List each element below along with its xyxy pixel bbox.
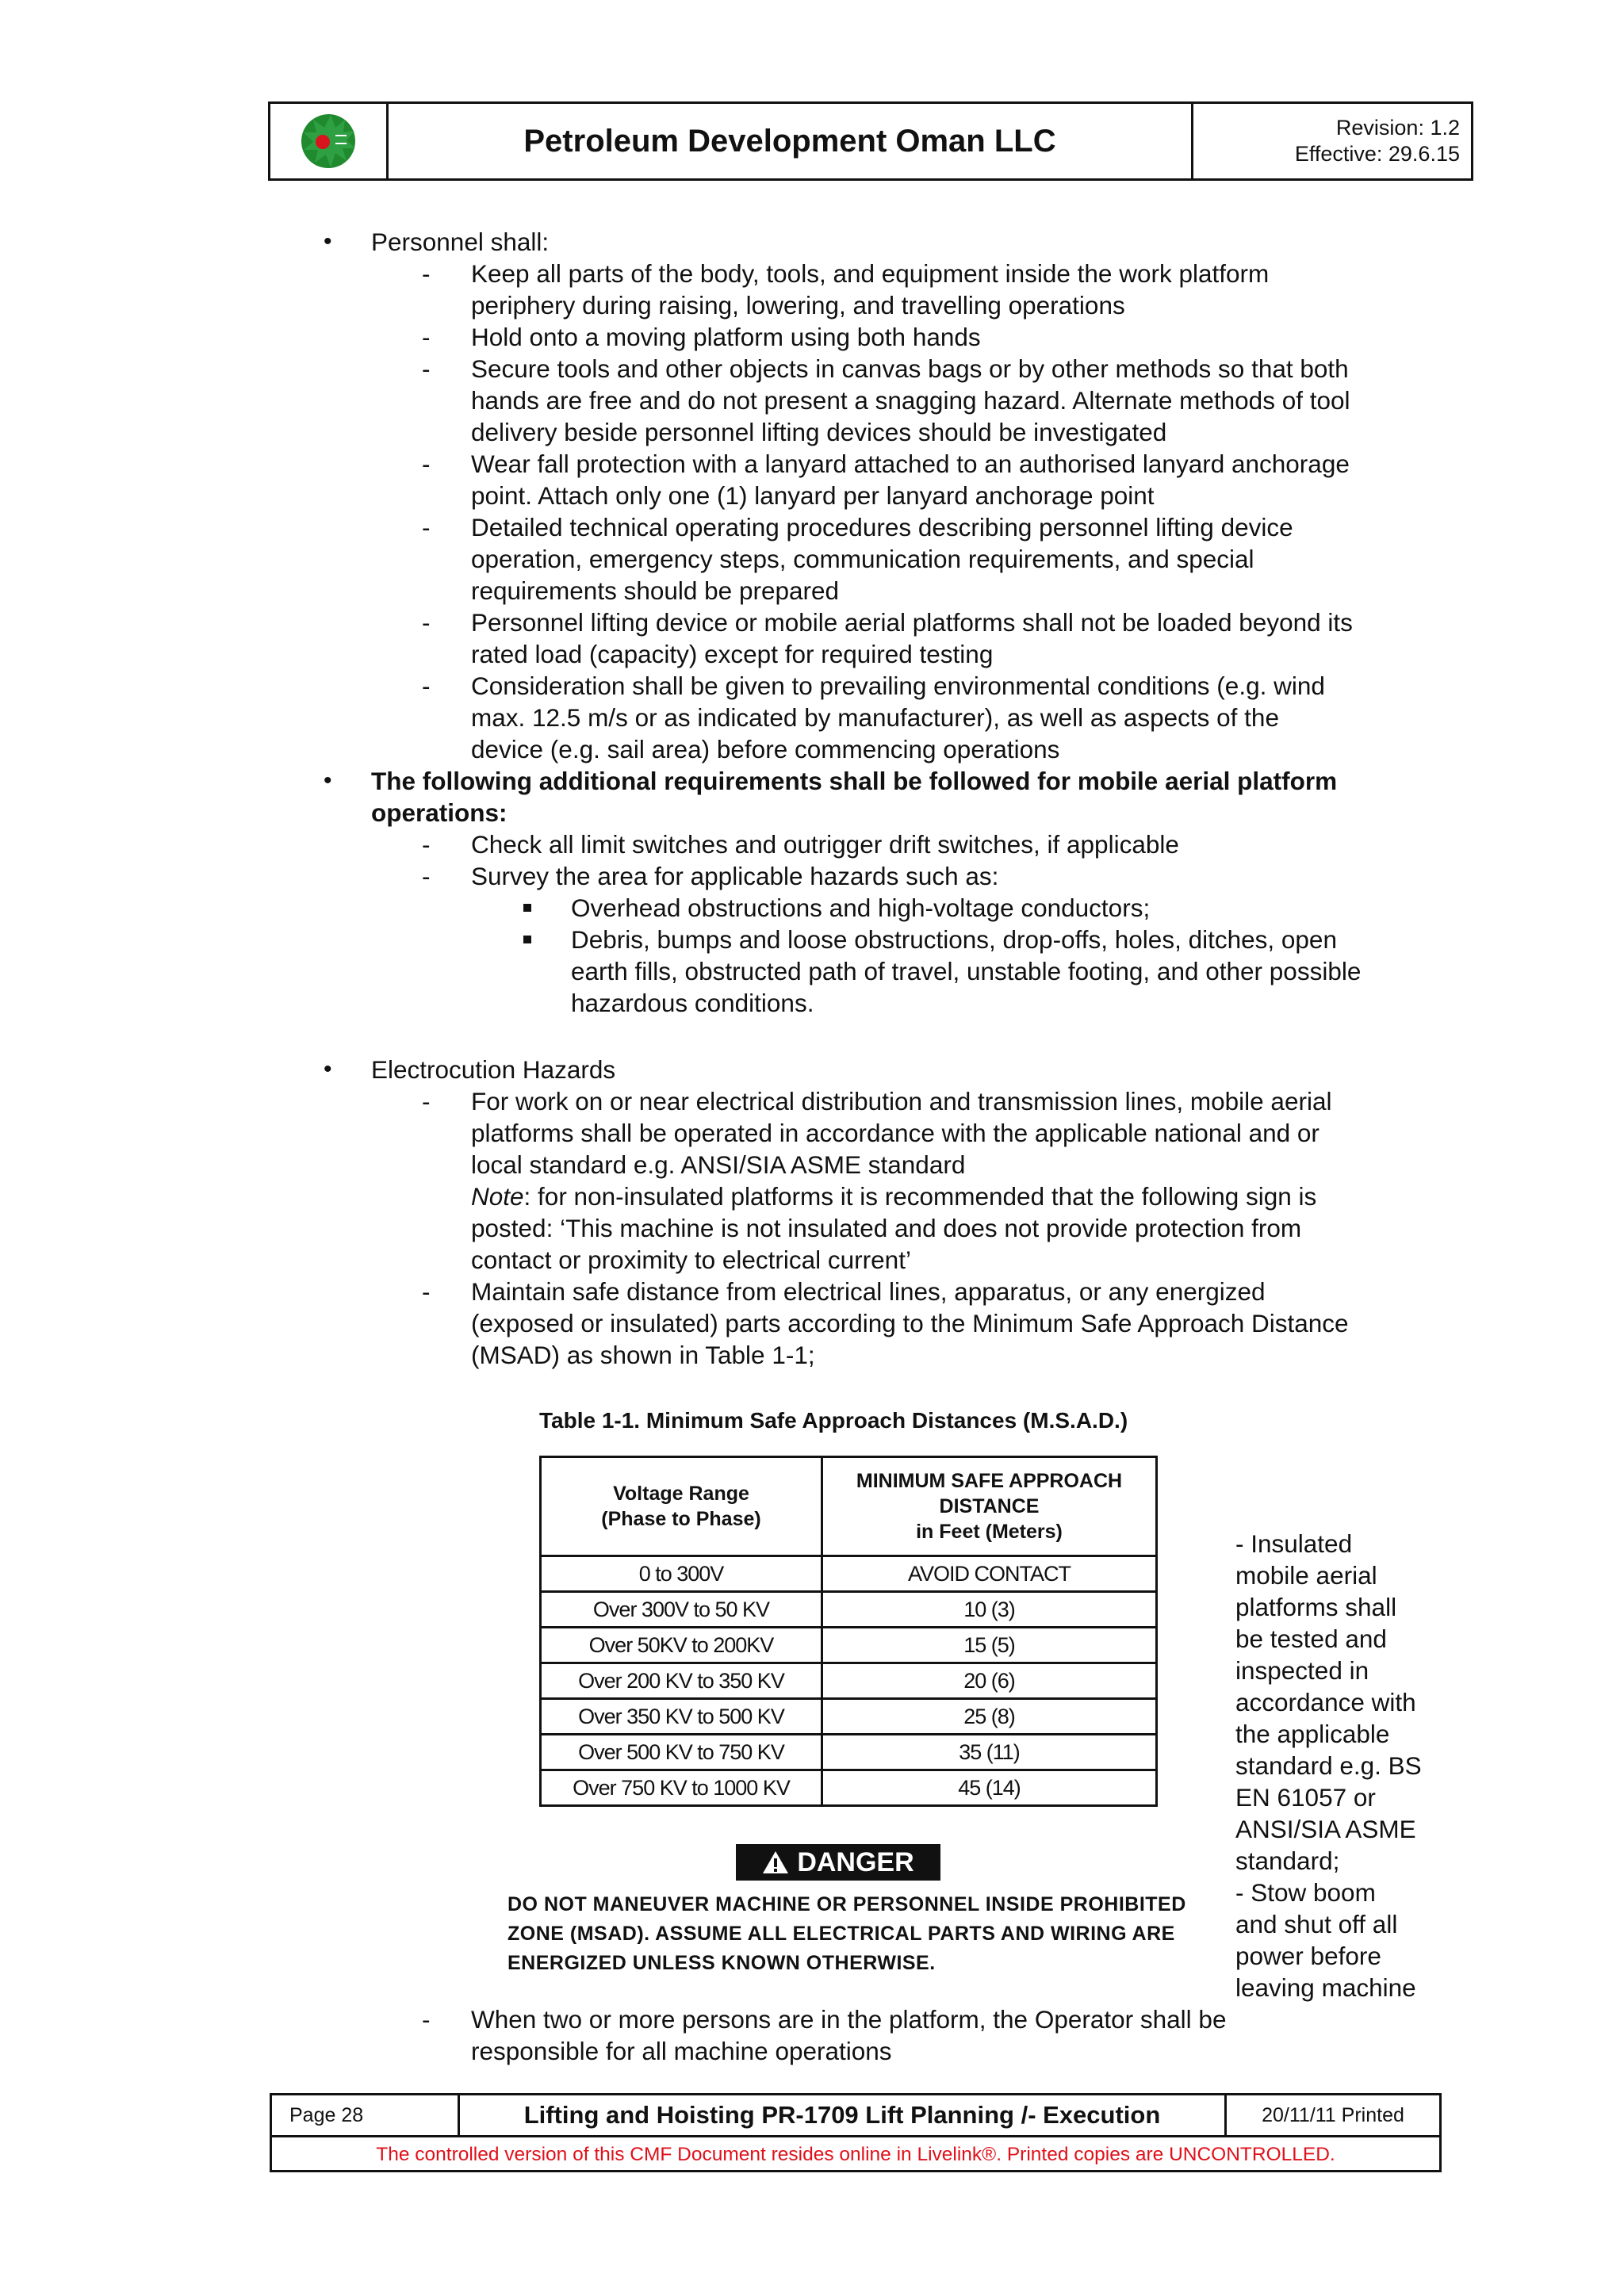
dash-marker: - — [422, 830, 431, 859]
table-cell: 0 to 300V — [541, 1556, 822, 1592]
table-cell: Over 350 KV to 500 KV — [541, 1699, 822, 1735]
sub-list-item: earth fills, obstructed path of travel, unstable footing, and other possible — [571, 957, 1362, 985]
header-line: (Phase to Phase) — [601, 1508, 761, 1530]
list-item: max. 12.5 m/s or as indicated by manufacturer), as well as aspects of the — [471, 703, 1279, 732]
sub-list-item: Overhead obstructions and high-voltage conductors; — [571, 894, 1151, 922]
header-line: MINIMUM SAFE APPROACH — [856, 1470, 1123, 1492]
table-cell: AVOID CONTACT — [822, 1556, 1157, 1592]
list-item: Survey the area for applicable hazards such as: — [471, 862, 999, 890]
logo-cell — [270, 104, 389, 178]
table-row — [541, 1699, 1157, 1735]
side-note: accordance with — [1235, 1688, 1416, 1716]
side-note: leaving machine — [1235, 1973, 1416, 2002]
list-item: local standard e.g. ANSI/SIA ASME standard — [471, 1150, 966, 1179]
list-item: (MSAD) as shown in Table 1-1; — [471, 1341, 815, 1369]
table-cell: 45 (14) — [822, 1770, 1157, 1806]
side-note: mobile aerial — [1235, 1561, 1377, 1590]
table-row — [541, 1735, 1157, 1770]
column-header-voltage — [541, 1457, 822, 1556]
list-item: Detailed technical operating procedures describing personnel lifting device — [471, 513, 1293, 541]
dash-marker: - — [422, 354, 431, 383]
note-label: Note — [471, 1182, 524, 1211]
effective-date: Effective: 29.6.15 — [1294, 142, 1460, 166]
company-name: Petroleum Development Oman LLC — [389, 104, 1193, 178]
document-header — [268, 101, 1473, 181]
dash-marker: - — [422, 2005, 431, 2034]
table-cell: 10 (3) — [822, 1592, 1157, 1628]
note-text: : for non-insulated platforms it is recommended that the following sign is — [523, 1182, 1317, 1211]
section-title-additional: The following additional requirements shall be followed for mobile aerial platform — [371, 767, 1338, 795]
danger-line: ENERGIZED UNLESS KNOWN OTHERWISE. — [508, 1952, 936, 1974]
side-note: inspected in — [1235, 1656, 1369, 1685]
warning-triangle-icon — [762, 1850, 789, 1874]
footer-info-row — [272, 2095, 1439, 2137]
table-cell: 20 (6) — [822, 1663, 1157, 1699]
table-cell: Over 50KV to 200KV — [541, 1628, 822, 1663]
table-cell: 25 (8) — [822, 1699, 1157, 1735]
list-item: When two or more persons are in the platform, the Operator shall be — [471, 2005, 1227, 2034]
list-item: Wear fall protection with a lanyard attached to an authorised lanyard anchorage — [471, 450, 1350, 478]
danger-line: DO NOT MANEUVER MACHINE OR PERSONNEL INSIDE PROHIBITED — [508, 1893, 1186, 1915]
danger-warning-text — [508, 1890, 1189, 1978]
bullet-dot: • — [324, 1056, 332, 1082]
table-cell: 15 (5) — [822, 1628, 1157, 1663]
list-item: Secure tools and other objects in canvas bags or by other methods so that both — [471, 354, 1349, 383]
dash-marker: - — [422, 1277, 431, 1306]
list-item: platforms shall be operated in accordance with the applicable national and or — [471, 1119, 1320, 1147]
list-item: requirements should be prepared — [471, 576, 840, 605]
dash-marker: - — [422, 1087, 431, 1115]
side-note: standard e.g. BS — [1235, 1751, 1422, 1780]
dash-marker: - — [422, 450, 431, 478]
side-note: EN 61057 or — [1235, 1783, 1376, 1812]
header-line: DISTANCE — [939, 1495, 1040, 1517]
column-header-distance — [822, 1457, 1157, 1556]
section-title-additional-cont: operations: — [371, 798, 508, 827]
page-number: Page 28 — [272, 2095, 460, 2135]
list-item: point. Attach only one (1) lanyard per lanyard anchorage point — [471, 481, 1155, 510]
list-item: delivery beside personnel lifting devices should be investigated — [471, 418, 1167, 446]
square-bullet — [523, 904, 531, 912]
revision-text: Revision: 1.2 — [1335, 116, 1460, 140]
list-item: Hold onto a moving platform using both hands — [471, 323, 981, 351]
dash-marker: - — [422, 862, 431, 890]
side-note: ANSI/SIA ASME — [1235, 1815, 1416, 1843]
list-item: device (e.g. sail area) before commencing operations — [471, 735, 1060, 763]
dash-marker: - — [422, 513, 431, 541]
table-row — [541, 1628, 1157, 1663]
bullet-dot: • — [324, 767, 332, 794]
danger-line: ZONE (MSAD). ASSUME ALL ELECTRICAL PARTS AND WIRING ARE — [508, 1923, 1175, 1945]
list-item: Keep all parts of the body, tools, and equipment inside the work platform — [471, 259, 1270, 288]
side-note: power before — [1235, 1942, 1381, 1970]
header-line: Voltage Range — [613, 1483, 749, 1505]
table-cell: Over 500 KV to 750 KV — [541, 1735, 822, 1770]
dash-marker: - — [422, 323, 431, 351]
side-note: - Insulated — [1235, 1529, 1353, 1558]
side-note: platforms shall — [1235, 1593, 1397, 1621]
revision-block — [1193, 104, 1471, 178]
table-row — [541, 1592, 1157, 1628]
list-item: (exposed or insulated) parts according to the Minimum Safe Approach Distance — [471, 1309, 1349, 1337]
bullet-dot: • — [324, 228, 332, 254]
print-date: 20/11/11 Printed — [1262, 2103, 1404, 2126]
table-row — [541, 1556, 1157, 1592]
sub-list-item: hazardous conditions. — [571, 989, 814, 1017]
note-line — [471, 1181, 1316, 1211]
document-footer — [270, 2093, 1442, 2172]
note-line: contact or proximity to electrical current’ — [471, 1246, 911, 1274]
footer-title: Lifting and Hoisting PR-1709 Lift Planning /- Execution — [460, 2095, 1227, 2135]
table-row — [541, 1663, 1157, 1699]
list-item: periphery during raising, lowering, and travelling operations — [471, 291, 1125, 320]
table-cell: Over 200 KV to 350 KV — [541, 1663, 822, 1699]
side-note: be tested and — [1235, 1624, 1387, 1653]
dash-marker: - — [422, 608, 431, 637]
uncontrolled-notice: The controlled version of this CMF Document resides online in Livelink®. Printed copies are UNCONTROLLED. — [376, 2144, 1335, 2165]
side-note: and shut off all — [1235, 1910, 1398, 1938]
list-item: Consideration shall be given to prevailing environmental conditions (e.g. wind — [471, 672, 1325, 700]
list-item: Maintain safe distance from electrical lines, apparatus, or any energized — [471, 1277, 1266, 1306]
msad-table — [539, 1456, 1158, 1807]
list-item: Check all limit switches and outrigger drift switches, if applicable — [471, 830, 1179, 859]
dash-marker: - — [422, 672, 431, 700]
table-header-row — [541, 1457, 1157, 1556]
list-item: rated load (capacity) except for required testing — [471, 640, 994, 668]
list-item: hands are free and do not present a snagging hazard. Alternate methods of tool — [471, 386, 1350, 415]
side-note: - Stow boom — [1235, 1878, 1376, 1907]
list-item: responsible for all machine operations — [471, 2037, 892, 2065]
pdo-logo-icon — [299, 112, 358, 170]
square-bullet — [523, 936, 531, 943]
table-cell: Over 750 KV to 1000 KV — [541, 1770, 822, 1806]
table-cell: Over 300V to 50 KV — [541, 1592, 822, 1628]
list-item: operation, emergency steps, communication requirements, and special — [471, 545, 1254, 573]
table-cell: 35 (11) — [822, 1735, 1157, 1770]
list-item: For work on or near electrical distribution and transmission lines, mobile aerial — [471, 1087, 1332, 1115]
side-note: the applicable — [1235, 1720, 1390, 1748]
header-line: in Feet (Meters) — [916, 1521, 1063, 1543]
table-row — [541, 1770, 1157, 1806]
note-line: posted: ‘This machine is not insulated and does not provide protection from — [471, 1214, 1302, 1242]
table-caption: Table 1-1. Minimum Safe Approach Distances (M.S.A.D.) — [539, 1408, 1128, 1433]
side-note: standard; — [1235, 1846, 1340, 1875]
section-title-electrocution: Electrocution Hazards — [371, 1055, 616, 1084]
sub-list-item: Debris, bumps and loose obstructions, drop-offs, holes, ditches, open — [571, 925, 1337, 954]
danger-badge — [736, 1844, 940, 1881]
section-title-personnel: Personnel shall: — [371, 228, 550, 256]
danger-label: DANGER — [797, 1847, 914, 1877]
list-item: Personnel lifting device or mobile aerial platforms shall not be loaded beyond its — [471, 608, 1353, 637]
dash-marker: - — [422, 259, 431, 288]
